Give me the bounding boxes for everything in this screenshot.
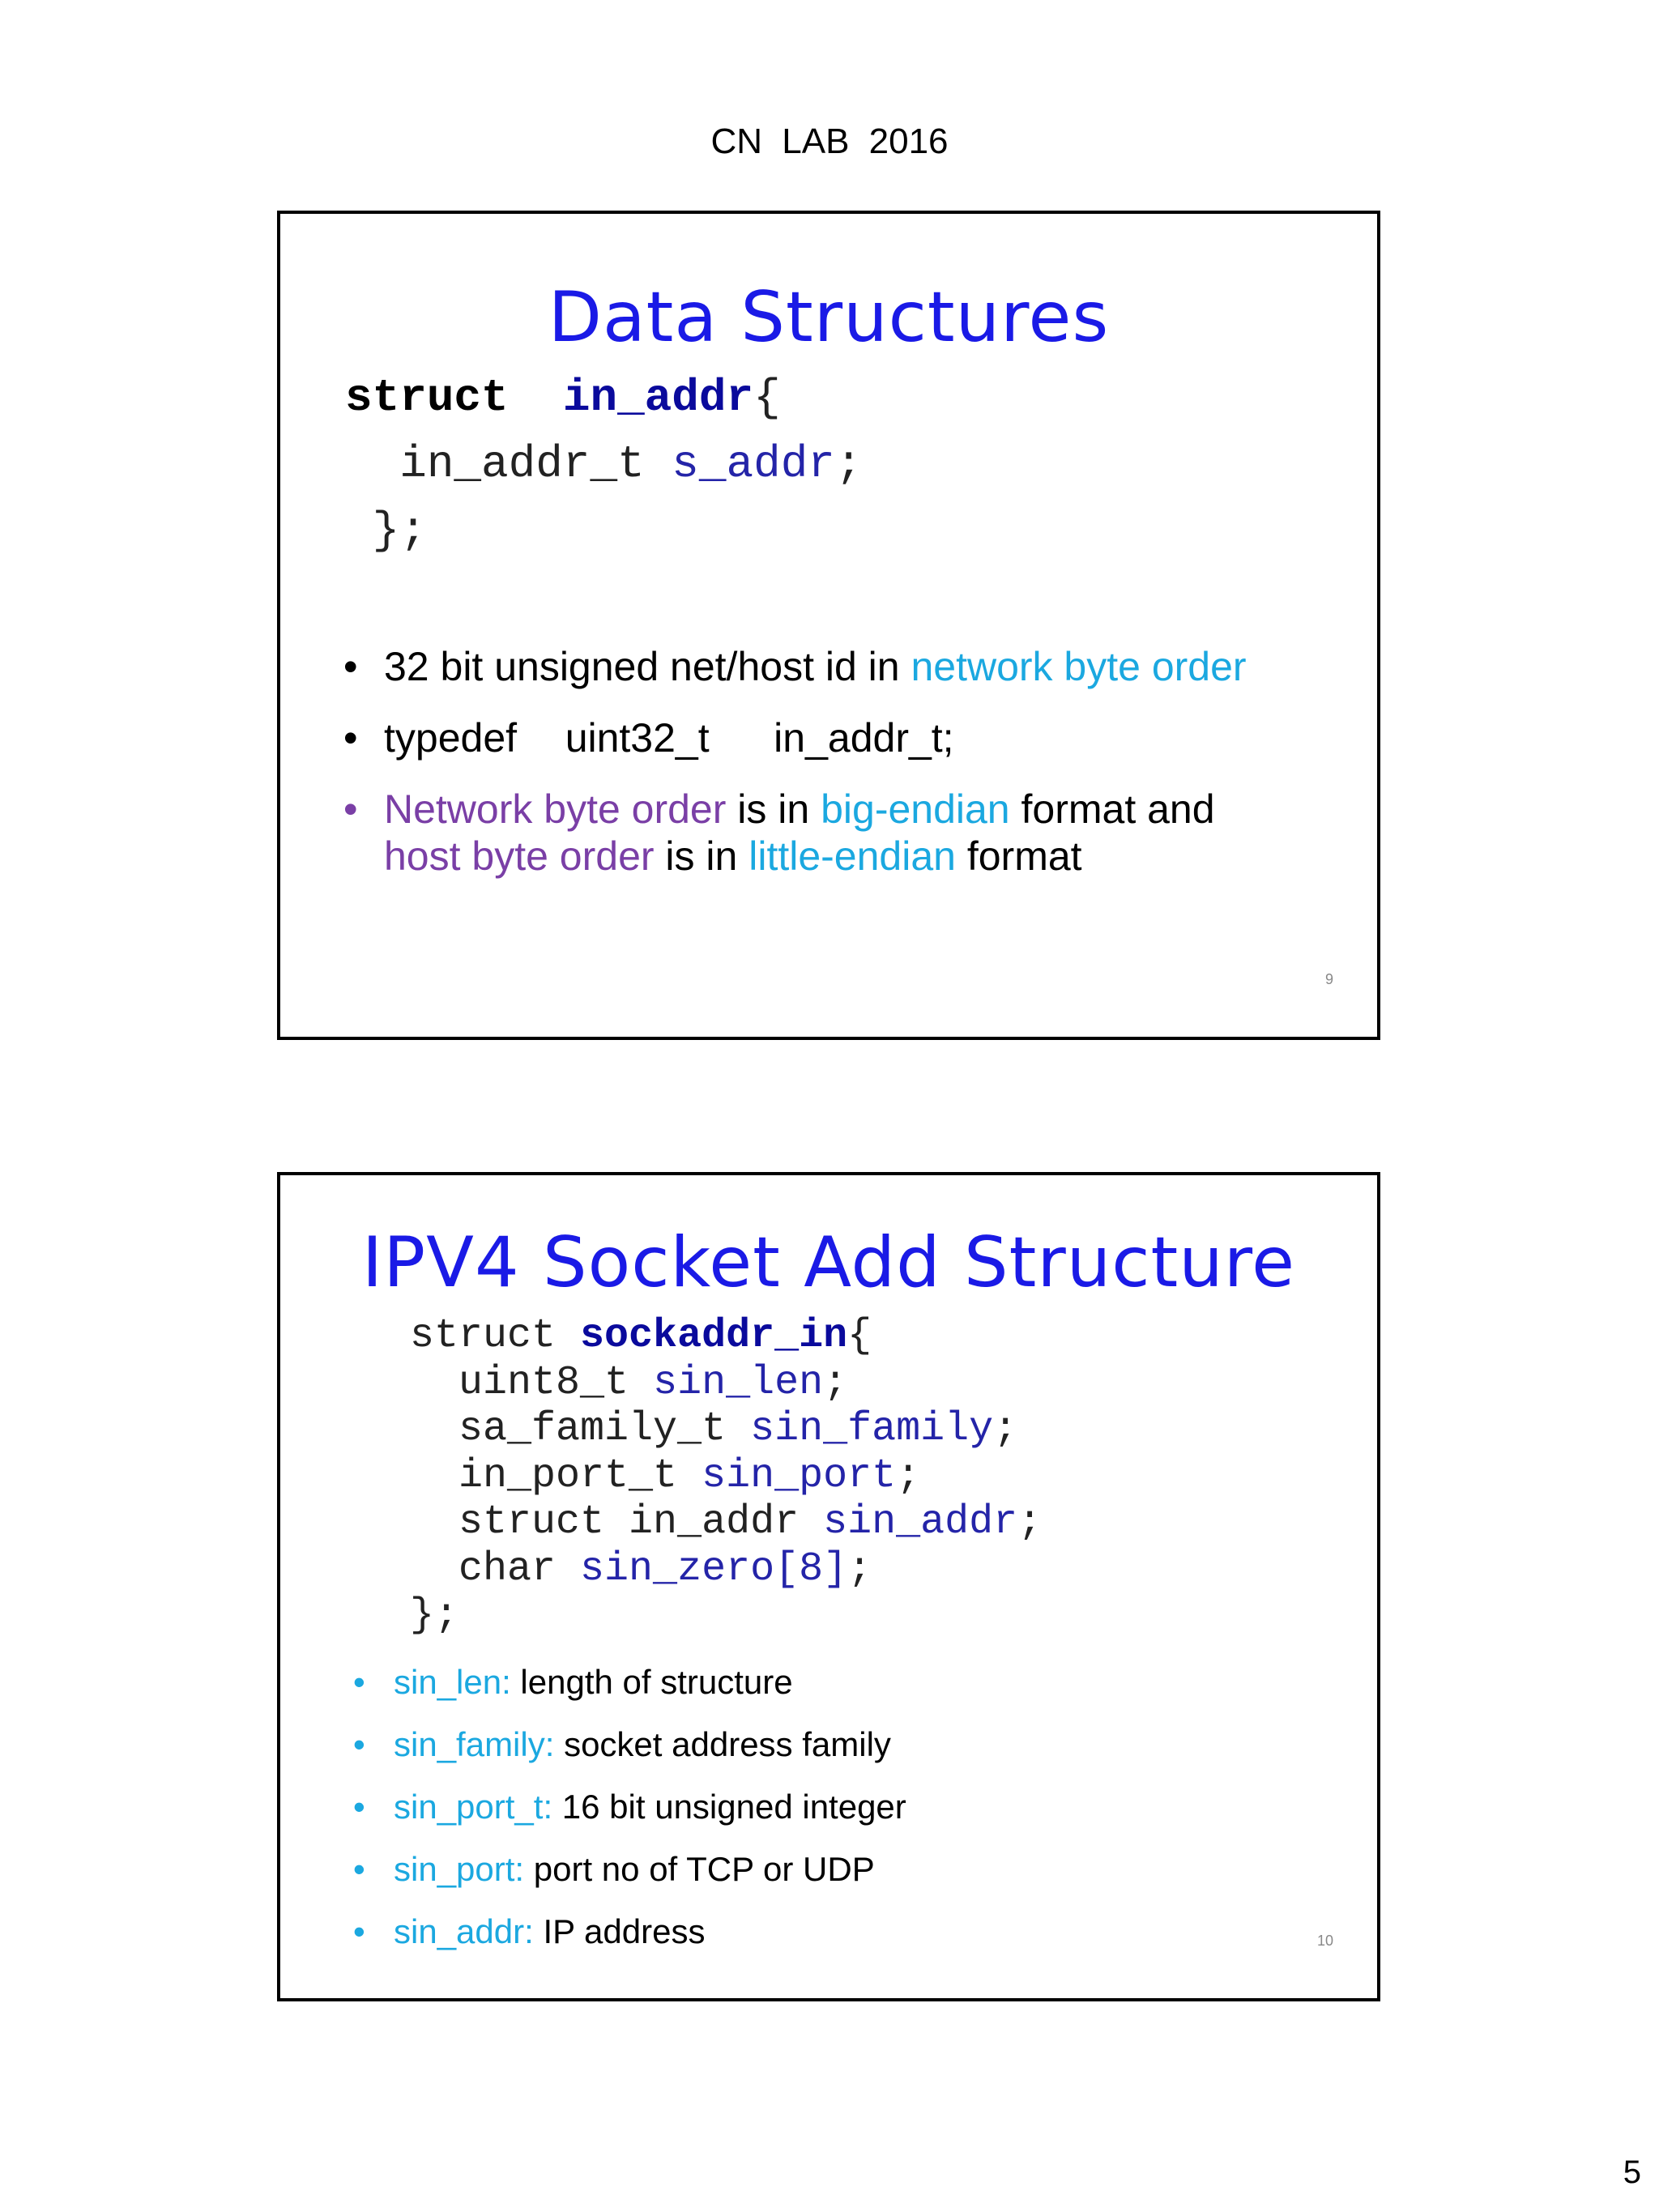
term-sin-port-t: sin_port_t:: [394, 1788, 553, 1826]
slide-title: Data Structures: [548, 277, 1110, 358]
code-field-sin-zero: sin_zero[8]: [580, 1545, 848, 1592]
list-item: [343, 786, 1348, 880]
definition: port no of TCP or UDP: [524, 1850, 875, 1888]
term-host-byte-order: host byte order: [384, 833, 655, 879]
slide-number: 9: [1325, 971, 1334, 987]
code-struct-name: sockaddr_in: [580, 1313, 848, 1359]
definition: IP address: [533, 1912, 706, 1950]
page-header: CN LAB 2016: [710, 121, 949, 161]
code-close: };: [410, 1592, 459, 1639]
code-brace: {: [753, 372, 781, 424]
code-semicolon: ;: [1017, 1499, 1043, 1545]
page-number: 5: [1623, 2154, 1641, 2190]
bullet-text: is in: [654, 833, 749, 879]
term-sin-family: sin_family:: [394, 1725, 555, 1763]
code-type: char: [458, 1545, 581, 1592]
code-semicolon: ;: [834, 438, 863, 490]
definition: 16 bit unsigned integer: [552, 1788, 906, 1826]
code-semicolon: ;: [823, 1359, 848, 1406]
code-semicolon: ;: [993, 1406, 1018, 1452]
definition: socket address family: [554, 1725, 891, 1763]
code-type: sa_family_t: [458, 1406, 751, 1452]
code-field-sin-addr: sin_addr: [823, 1499, 1018, 1545]
term-sin-port: sin_port:: [394, 1850, 525, 1888]
term-network-byte-order: Network byte order: [384, 786, 727, 832]
list-item: [353, 1724, 1309, 1766]
slide-number: 10: [1317, 1933, 1334, 1949]
code-brace: {: [847, 1313, 872, 1359]
bullet-dot: •: [343, 786, 358, 832]
code-keyword: struct: [410, 1313, 581, 1359]
bullet-text: format and: [1009, 786, 1215, 832]
code-struct-name: in_addr: [562, 372, 754, 424]
bullet-dot: •: [353, 1850, 365, 1888]
bullet-dot: •: [353, 1788, 365, 1826]
term-sin-len: sin_len:: [394, 1663, 511, 1701]
list-item: [353, 1661, 1309, 1703]
term-little-endian: little-endian: [748, 833, 956, 879]
bullet-list: [353, 1661, 1309, 1953]
bullet-dot: •: [343, 644, 358, 689]
bullet-list: [343, 643, 1348, 880]
list-item: [353, 1911, 1309, 1953]
bullet-text: is in: [726, 786, 821, 832]
slide-data-structures: [277, 211, 1380, 1040]
code-keyword: struct: [345, 372, 509, 424]
code-type: struct in_addr: [458, 1499, 824, 1545]
term-sin-addr: sin_addr:: [394, 1912, 534, 1950]
bullet-text: typedef uint32_t in_addr_t;: [384, 715, 954, 761]
list-item: [343, 714, 1348, 761]
bullet-text: format: [955, 833, 1082, 879]
list-item: [343, 643, 1348, 690]
code-field-sin-port: sin_port: [702, 1452, 897, 1499]
code-type: uint8_t: [458, 1359, 654, 1406]
code-type: in_addr_t: [399, 438, 645, 490]
code-type: in_port_t: [458, 1452, 702, 1499]
definition: length of structure: [510, 1663, 793, 1701]
bullet-dot: •: [353, 1912, 365, 1950]
term-big-endian: big-endian: [821, 786, 1010, 832]
slide-title: IPV4 Socket Add Structure: [361, 1222, 1296, 1303]
bullet-dot: •: [353, 1663, 365, 1701]
bullet-text: 32 bit unsigned net/host id in: [384, 644, 911, 689]
bullet-highlight: network byte order: [911, 644, 1247, 689]
slide-ipv4-socket: [277, 1172, 1380, 2001]
code-semicolon: ;: [847, 1545, 872, 1592]
code-close: };: [372, 505, 427, 556]
bullet-dot: •: [353, 1725, 365, 1763]
list-item: [353, 1786, 1309, 1828]
code-field: s_addr: [672, 438, 835, 490]
bullet-dot: •: [343, 715, 358, 761]
code-block-sockaddr-in: [410, 1313, 1042, 1639]
code-block-in-addr: [345, 364, 863, 564]
code-field-sin-len: sin_len: [653, 1359, 824, 1406]
list-item: [353, 1848, 1309, 1890]
code-field-sin-family: sin_family: [750, 1406, 994, 1452]
code-semicolon: ;: [896, 1452, 921, 1499]
